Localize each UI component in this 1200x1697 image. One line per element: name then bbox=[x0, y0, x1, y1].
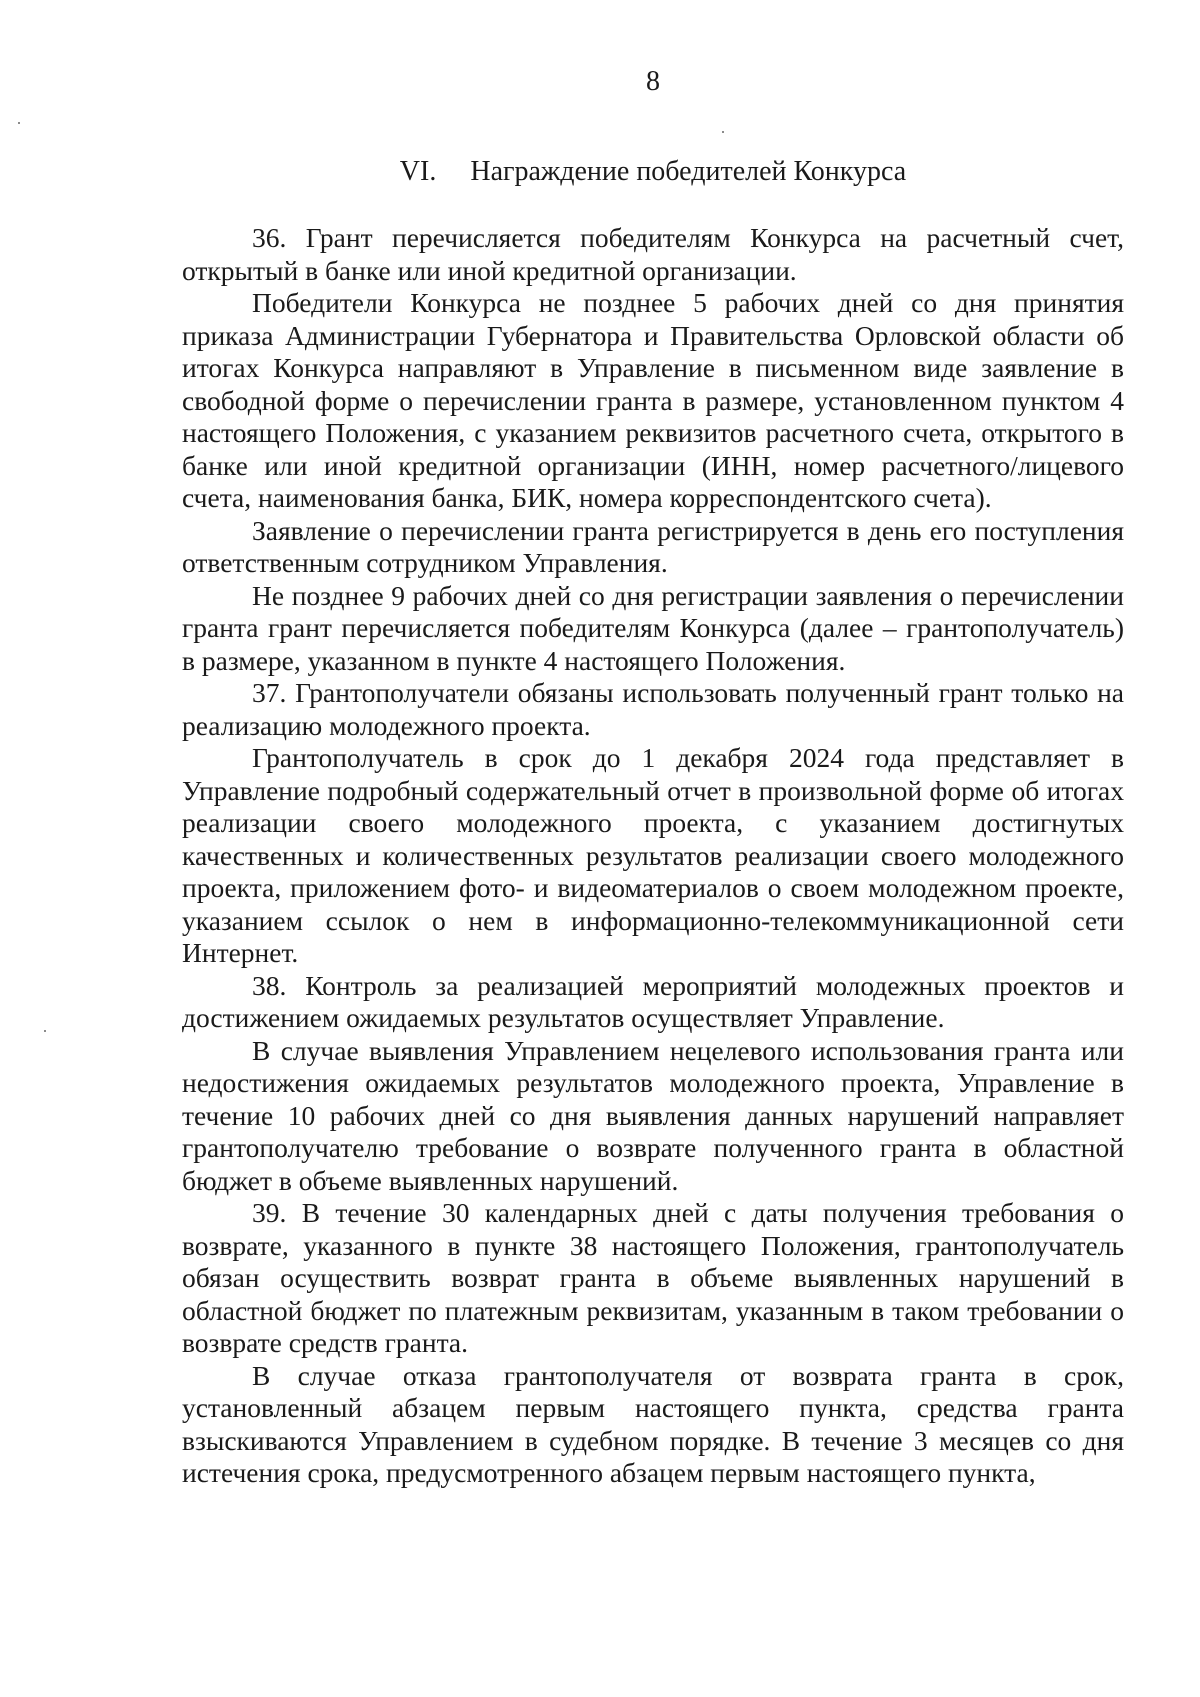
page-number: 8 bbox=[646, 66, 660, 97]
scan-artifact-dot bbox=[18, 122, 20, 124]
paragraph-39: 39. В течение 30 календарных дней с даты получения требования о возврате, указанного в пункте 38 настоящего Положения, грантополучатель обязан осуществить возврат гранта в объеме выявленных нарушений в областной бюджет по платежным реквизитам, указанным в таком требовании о возврате средств гранта. bbox=[182, 1197, 1124, 1358]
paragraph-37: 37. Грантополучатели обязаны использовать полученный грант только на реализацию молодежного проекта. bbox=[182, 677, 1124, 741]
document-body bbox=[182, 222, 1124, 1490]
section-number: VI. bbox=[399, 156, 437, 187]
scan-artifact-dot bbox=[44, 1030, 46, 1032]
paragraph-36: 36. Грант перечисляется победителям Конкурса на расчетный счет, открытый в банке или иной кредитной организации. bbox=[182, 222, 1124, 286]
paragraph-38: 38. Контроль за реализацией мероприятий молодежных проектов и достижением ожидаемых результатов осуществляет Управление. bbox=[182, 969, 1124, 1033]
paragraph-36-registration: Заявление о перечислении гранта регистрируется в день его поступления ответственным сотрудником Управления. bbox=[182, 514, 1124, 578]
section-title: Награждение победителей Конкурса bbox=[470, 156, 907, 187]
paragraph-39-refusal: В случае отказа грантополучателя от возврата гранта в срок, установленный абзацем первым настоящего пункта, средства гранта взыскиваются Управлением в судебном порядке. В течение 3 месяцев со дня истечения срока, предусмотренного абзацем первым настоящего пункта, bbox=[182, 1359, 1124, 1488]
paragraph-37-report: Грантополучатель в срок до 1 декабря 2024 года представляет в Управление подробный содержательный отчет в произвольной форме об итогах реализации своего молодежного проекта, с указанием достигнутых качественных и количественных результатов реализации своего молодежного проекта, приложением фото- и видеоматериалов о своем молодежном проекте, указанием ссылок о нем в информационно-телекоммуникационной сети Интернет. bbox=[182, 742, 1124, 968]
paragraph-36-transfer: Не позднее 9 рабочих дней со дня регистрации заявления о перечислении гранта грант перечисляется победителям Конкурса (далее – грантополучатель) в размере, указанном в пункте 4 настоящего Положения. bbox=[182, 579, 1124, 676]
paragraph-36-application: Победители Конкурса не позднее 5 рабочих дней со дня принятия приказа Администрации Губернатора и Правительства Орловской области об итогах Конкурса направляют в Управление в письменном виде заявление в свободной форме о перечислении гранта в размере, установленном пунктом 4 настоящего Положения, с указанием реквизитов расчетного счета, открытого в банке или иной кредитной организации (ИНН, номер расчетного/лицевого счета, наименования банка, БИК, номера корреспондентского счета). bbox=[182, 287, 1124, 513]
paragraph-38-violation: В случае выявления Управлением нецелевого использования гранта или недостижения ожидаемых результатов молодежного проекта, Управление в течение 10 рабочих дней со дня выявления данных нарушений направляет грантополучателю требование о возврате полученного гранта в областной бюджет в объеме выявленных нарушений. bbox=[182, 1034, 1124, 1196]
document-page bbox=[182, 0, 1124, 1697]
section-heading bbox=[182, 155, 1124, 189]
